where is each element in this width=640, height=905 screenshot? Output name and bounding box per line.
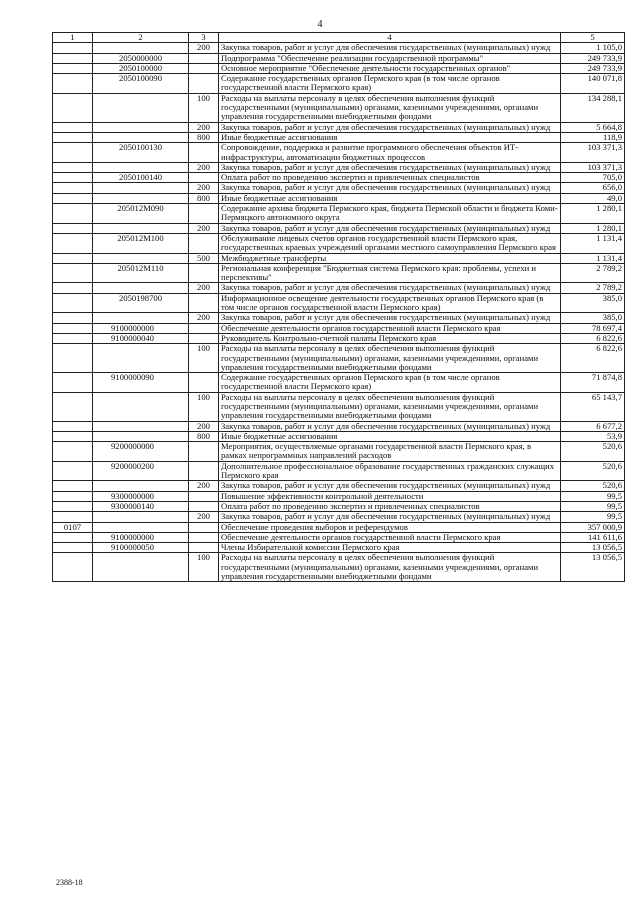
- target-article-cell: [93, 223, 189, 233]
- table-row: [53, 193, 625, 203]
- amount-cell: 2 789,2: [561, 283, 625, 293]
- section-cell: [53, 373, 93, 393]
- target-article-cell: [93, 253, 189, 263]
- amount-cell: 103 371,3: [561, 143, 625, 163]
- table-row: [53, 543, 625, 553]
- amount-cell: 1 280,1: [561, 223, 625, 233]
- table-row: [53, 323, 625, 333]
- expense-type-cell: 100: [189, 392, 219, 421]
- section-cell: [53, 344, 93, 373]
- amount-cell: 13 056,5: [561, 543, 625, 553]
- amount-cell: 49,0: [561, 193, 625, 203]
- section-cell: [53, 392, 93, 421]
- amount-cell: 1 105,0: [561, 43, 625, 53]
- target-article-cell: 9100000000: [93, 323, 189, 333]
- target-article-cell: [93, 421, 189, 431]
- table-row: [53, 253, 625, 263]
- amount-cell: 6 822,6: [561, 344, 625, 373]
- section-cell: [53, 532, 93, 542]
- amount-cell: 140 071,8: [561, 74, 625, 94]
- expense-type-cell: [189, 143, 219, 163]
- amount-cell: 1 131,4: [561, 233, 625, 253]
- expense-type-cell: [189, 53, 219, 63]
- expense-type-cell: 200: [189, 481, 219, 491]
- target-article-cell: [93, 93, 189, 122]
- section-cell: [53, 491, 93, 501]
- target-article-cell: 2050100000: [93, 63, 189, 73]
- description-cell: Иные бюджетные ассигнования: [219, 193, 561, 203]
- description-cell: Расходы на выплаты персоналу в целях обеспечения выполнения функций государственными (муниципальными) органами, казенными учреждениями, органами управления государственными внебюджетными фондами: [219, 553, 561, 582]
- section-cell: [53, 63, 93, 73]
- table-row: [53, 93, 625, 122]
- description-cell: Дополнительное профессиональное образование государственных гражданских служащих Пермского края: [219, 461, 561, 481]
- target-article-cell: [93, 392, 189, 421]
- table-row: [53, 183, 625, 193]
- target-article-cell: 9100000000: [93, 532, 189, 542]
- amount-cell: 357 000,9: [561, 522, 625, 532]
- amount-cell: 249 733,9: [561, 63, 625, 73]
- expense-type-cell: [189, 204, 219, 224]
- target-article-cell: [93, 431, 189, 441]
- document-code: 2388-18: [56, 878, 83, 887]
- header-col-3: 3: [189, 33, 219, 43]
- amount-cell: 2 789,2: [561, 263, 625, 283]
- expense-type-cell: [189, 233, 219, 253]
- budget-table: [52, 32, 625, 582]
- header-col-2: 2: [93, 33, 189, 43]
- section-cell: [53, 421, 93, 431]
- description-cell: Закупка товаров, работ и услуг для обеспечения государственных (муниципальных) нужд: [219, 183, 561, 193]
- table-row: [53, 53, 625, 63]
- target-article-cell: 205012М090: [93, 204, 189, 224]
- expense-type-cell: 200: [189, 421, 219, 431]
- amount-cell: 13 056,5: [561, 553, 625, 582]
- target-article-cell: 9200000000: [93, 442, 189, 462]
- description-cell: Обеспечение деятельности органов государственной власти Пермского края: [219, 532, 561, 542]
- expense-type-cell: 100: [189, 553, 219, 582]
- amount-cell: 520,6: [561, 461, 625, 481]
- expense-type-cell: 200: [189, 313, 219, 323]
- description-cell: Закупка товаров, работ и услуг для обеспечения государственных (муниципальных) нужд: [219, 43, 561, 53]
- description-cell: Обеспечение проведения выборов и референдумов: [219, 522, 561, 532]
- expense-type-cell: [189, 323, 219, 333]
- description-cell: Иные бюджетные ассигнования: [219, 132, 561, 142]
- table-row: [53, 173, 625, 183]
- description-cell: Закупка товаров, работ и услуг для обеспечения государственных (муниципальных) нужд: [219, 313, 561, 323]
- description-cell: Закупка товаров, работ и услуг для обеспечения государственных (муниципальных) нужд: [219, 223, 561, 233]
- table-row: [53, 143, 625, 163]
- target-article-cell: 2050100140: [93, 173, 189, 183]
- description-cell: Закупка товаров, работ и услуг для обеспечения государственных (муниципальных) нужд: [219, 512, 561, 522]
- expense-type-cell: 200: [189, 283, 219, 293]
- table-row: [53, 522, 625, 532]
- expense-type-cell: [189, 173, 219, 183]
- description-cell: Иные бюджетные ассигнования: [219, 431, 561, 441]
- description-cell: Обслуживание лицевых счетов органов государственной власти Пермского края, государственных краевых учреждений органами местного самоуправления Пермского края: [219, 233, 561, 253]
- description-cell: Обеспечение деятельности органов государственной власти Пермского края: [219, 323, 561, 333]
- section-cell: [53, 93, 93, 122]
- expense-type-cell: [189, 522, 219, 532]
- section-cell: [53, 122, 93, 132]
- target-article-cell: [93, 183, 189, 193]
- page-number: 4: [317, 19, 323, 30]
- amount-cell: 6 677,2: [561, 421, 625, 431]
- target-article-cell: [93, 132, 189, 142]
- amount-cell: 385,0: [561, 293, 625, 313]
- section-cell: [53, 333, 93, 343]
- target-article-cell: [93, 43, 189, 53]
- table-row: [53, 333, 625, 343]
- expense-type-cell: 100: [189, 344, 219, 373]
- description-cell: Оплата работ по проведению экспертиз и привлеченных специалистов: [219, 501, 561, 511]
- expense-type-cell: 800: [189, 193, 219, 203]
- amount-cell: 6 822,6: [561, 333, 625, 343]
- table-row: [53, 162, 625, 172]
- amount-cell: 385,0: [561, 313, 625, 323]
- amount-cell: 656,0: [561, 183, 625, 193]
- amount-cell: 1 280,1: [561, 204, 625, 224]
- description-cell: Закупка товаров, работ и услуг для обеспечения государственных (муниципальных) нужд: [219, 283, 561, 293]
- target-article-cell: 9100000050: [93, 543, 189, 553]
- expense-type-cell: [189, 442, 219, 462]
- amount-cell: 103 371,3: [561, 162, 625, 172]
- amount-cell: 118,9: [561, 132, 625, 142]
- table-row: [53, 532, 625, 542]
- description-cell: Содержание государственных органов Пермского края (в том числе органов государственной власти Пермского края): [219, 74, 561, 94]
- table-row: [53, 263, 625, 283]
- description-cell: Расходы на выплаты персоналу в целях обеспечения выполнения функций государственными (муниципальными) органами, казенными учреждениями, органами управления государственными внебюджетными фондами: [219, 344, 561, 373]
- description-cell: Подпрограмма "Обеспечение реализации государственной программы": [219, 53, 561, 63]
- table-row: [53, 461, 625, 481]
- target-article-cell: 205012М100: [93, 233, 189, 253]
- amount-cell: 1 131,4: [561, 253, 625, 263]
- expense-type-cell: [189, 491, 219, 501]
- expense-type-cell: [189, 543, 219, 553]
- description-cell: Содержание государственных органов Пермского края (в том числе органов государственной власти Пермского края): [219, 373, 561, 393]
- expense-type-cell: [189, 333, 219, 343]
- section-cell: [53, 313, 93, 323]
- description-cell: Члены Избирательной комиссии Пермского края: [219, 543, 561, 553]
- table-row: [53, 442, 625, 462]
- amount-cell: 71 874,8: [561, 373, 625, 393]
- description-cell: Межбюджетные трансферты: [219, 253, 561, 263]
- table-row: [53, 512, 625, 522]
- expense-type-cell: [189, 74, 219, 94]
- amount-cell: 99,5: [561, 512, 625, 522]
- table-row: [53, 313, 625, 323]
- header-col-5: 5: [561, 33, 625, 43]
- target-article-cell: [93, 162, 189, 172]
- header-col-4: 4: [219, 33, 561, 43]
- table-row: [53, 421, 625, 431]
- section-cell: [53, 512, 93, 522]
- target-article-cell: [93, 481, 189, 491]
- expense-type-cell: [189, 63, 219, 73]
- section-cell: [53, 143, 93, 163]
- table-row: [53, 223, 625, 233]
- target-article-cell: 9300000140: [93, 501, 189, 511]
- section-cell: [53, 162, 93, 172]
- section-cell: [53, 183, 93, 193]
- target-article-cell: 9200000200: [93, 461, 189, 481]
- expense-type-cell: 200: [189, 43, 219, 53]
- table-row: [53, 553, 625, 582]
- section-cell: [53, 283, 93, 293]
- table-row: [53, 431, 625, 441]
- expense-type-cell: 200: [189, 183, 219, 193]
- table-row: [53, 204, 625, 224]
- description-cell: Закупка товаров, работ и услуг для обеспечения государственных (муниципальных) нужд: [219, 421, 561, 431]
- section-cell: [53, 543, 93, 553]
- section-cell: [53, 461, 93, 481]
- description-cell: Повышение эффективности контрольной деятельности: [219, 491, 561, 501]
- amount-cell: 141 611,6: [561, 532, 625, 542]
- target-article-cell: [93, 553, 189, 582]
- target-article-cell: [93, 122, 189, 132]
- target-article-cell: [93, 512, 189, 522]
- table-row: [53, 132, 625, 142]
- table-row: [53, 63, 625, 73]
- section-cell: [53, 53, 93, 63]
- expense-type-cell: 800: [189, 431, 219, 441]
- target-article-cell: 9100000090: [93, 373, 189, 393]
- table-row: [53, 74, 625, 94]
- table-row: [53, 233, 625, 253]
- section-cell: [53, 263, 93, 283]
- table-row: [53, 481, 625, 491]
- target-article-cell: 2050000000: [93, 53, 189, 63]
- table-row: [53, 43, 625, 53]
- table-row: [53, 122, 625, 132]
- amount-cell: 65 143,7: [561, 392, 625, 421]
- table-row: [53, 344, 625, 373]
- description-cell: Основное мероприятие "Обеспечение деятельности государственных органов": [219, 63, 561, 73]
- section-cell: [53, 233, 93, 253]
- description-cell: Расходы на выплаты персоналу в целях обеспечения выполнения функций государственными (муниципальными) органами, казенными учреждениями, органами управления государственными внебюджетными фондами: [219, 93, 561, 122]
- amount-cell: 520,6: [561, 442, 625, 462]
- target-article-cell: [93, 283, 189, 293]
- section-cell: [53, 43, 93, 53]
- target-article-cell: [93, 522, 189, 532]
- amount-cell: 53,9: [561, 431, 625, 441]
- expense-type-cell: [189, 461, 219, 481]
- description-cell: Информационное освещение деятельности государственных органов Пермского края (в том числе органов государственной власти Пермского края): [219, 293, 561, 313]
- target-article-cell: 2050198700: [93, 293, 189, 313]
- amount-cell: 520,6: [561, 481, 625, 491]
- description-cell: Оплата работ по проведению экспертиз и привлеченных специалистов: [219, 173, 561, 183]
- target-article-cell: 2050100090: [93, 74, 189, 94]
- description-cell: Руководитель Контрольно-счетной палаты Пермского края: [219, 333, 561, 343]
- section-cell: [53, 173, 93, 183]
- target-article-cell: [93, 344, 189, 373]
- section-cell: [53, 501, 93, 511]
- table-row: [53, 373, 625, 393]
- section-cell: [53, 132, 93, 142]
- section-cell: [53, 323, 93, 333]
- section-cell: [53, 431, 93, 441]
- target-article-cell: 9300000000: [93, 491, 189, 501]
- section-cell: [53, 481, 93, 491]
- section-cell: [53, 442, 93, 462]
- section-cell: 0107: [53, 522, 93, 532]
- header-col-1: 1: [53, 33, 93, 43]
- amount-cell: 78 697,4: [561, 323, 625, 333]
- expense-type-cell: 200: [189, 512, 219, 522]
- target-article-cell: 9100000040: [93, 333, 189, 343]
- table-row: [53, 283, 625, 293]
- description-cell: Содержание архива бюджета Пермского края, бюджета Пермской области и бюджета Коми-Пермяцкого автономного округа: [219, 204, 561, 224]
- expense-type-cell: 100: [189, 93, 219, 122]
- expense-type-cell: [189, 373, 219, 393]
- description-cell: Закупка товаров, работ и услуг для обеспечения государственных (муниципальных) нужд: [219, 122, 561, 132]
- expense-type-cell: [189, 263, 219, 283]
- amount-cell: 5 664,8: [561, 122, 625, 132]
- section-cell: [53, 293, 93, 313]
- expense-type-cell: 800: [189, 132, 219, 142]
- expense-type-cell: 200: [189, 223, 219, 233]
- target-article-cell: 2050100130: [93, 143, 189, 163]
- section-cell: [53, 253, 93, 263]
- target-article-cell: [93, 193, 189, 203]
- table-row: [53, 392, 625, 421]
- description-cell: Мероприятия, осуществляемые органами государственной власти Пермского края, в рамках непрограммных направлений расходов: [219, 442, 561, 462]
- description-cell: Сопровождение, поддержка и развитие программного обеспечения объектов ИТ-инфраструктуры, автоматизации бюджетных процессов: [219, 143, 561, 163]
- expense-type-cell: 200: [189, 122, 219, 132]
- expense-type-cell: [189, 532, 219, 542]
- section-cell: [53, 74, 93, 94]
- expense-type-cell: 500: [189, 253, 219, 263]
- expense-type-cell: [189, 501, 219, 511]
- table-row: [53, 501, 625, 511]
- target-article-cell: 205012М110: [93, 263, 189, 283]
- amount-cell: 99,5: [561, 491, 625, 501]
- budget-table-body: [53, 33, 625, 582]
- description-cell: Закупка товаров, работ и услуг для обеспечения государственных (муниципальных) нужд: [219, 162, 561, 172]
- description-cell: Закупка товаров, работ и услуг для обеспечения государственных (муниципальных) нужд: [219, 481, 561, 491]
- section-cell: [53, 223, 93, 233]
- target-article-cell: [93, 313, 189, 323]
- table-row: [53, 491, 625, 501]
- description-cell: Расходы на выплаты персоналу в целях обеспечения выполнения функций государственными (муниципальными) органами, казенными учреждениями, органами управления государственными внебюджетными фондами: [219, 392, 561, 421]
- amount-cell: 249 733,9: [561, 53, 625, 63]
- amount-cell: 705,0: [561, 173, 625, 183]
- expense-type-cell: [189, 293, 219, 313]
- amount-cell: 134 288,1: [561, 93, 625, 122]
- section-cell: [53, 193, 93, 203]
- amount-cell: 99,5: [561, 501, 625, 511]
- table-row: [53, 293, 625, 313]
- section-cell: [53, 204, 93, 224]
- section-cell: [53, 553, 93, 582]
- description-cell: Региональная конференция "Бюджетная система Пермского края: проблемы, успехи и перспективы": [219, 263, 561, 283]
- table-header-row: [53, 33, 625, 43]
- expense-type-cell: 200: [189, 162, 219, 172]
